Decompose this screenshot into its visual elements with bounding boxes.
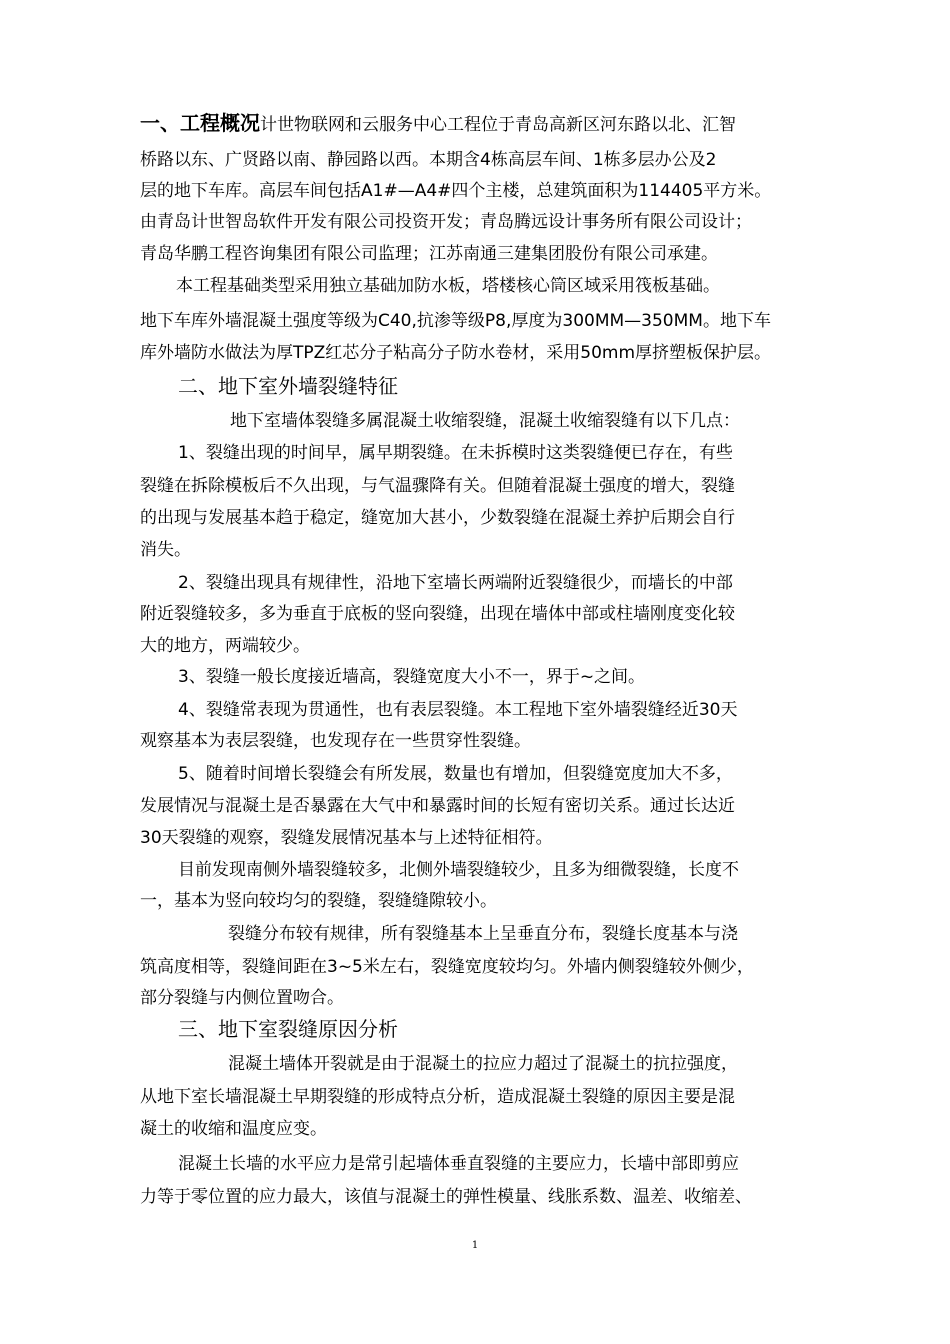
text-line-content: 计世物联网和云服务中心工程位于青岛高新区河东路以北、汇智 xyxy=(260,115,736,135)
section-heading: 二、地下室外墙裂缝特征 xyxy=(178,374,398,398)
text-line: 从地下室长墙混凝土早期裂缝的形成特点分析，造成混凝土裂缝的原因主要是混 xyxy=(140,1087,735,1107)
text-line: 混凝土墙体开裂就是由于混凝土的拉应力超过了混凝土的抗拉强度， xyxy=(228,1054,738,1074)
section-heading: 一、工程概况 xyxy=(140,111,260,135)
section-heading: 三、地下室裂缝原因分析 xyxy=(178,1017,398,1041)
text-line: 30天裂缝的观察，裂缝发展情况基本与上述特征相符。 xyxy=(140,828,553,848)
text-line: 凝土的收缩和温度应变。 xyxy=(140,1119,327,1139)
text-line: 观察基本为表层裂缝，也发现存在一些贯穿性裂缝。 xyxy=(140,731,531,751)
text-line: 裂缝在拆除模板后不久出现，与气温骤降有关。但随着混凝土强度的增大，裂缝 xyxy=(140,476,735,496)
text-line: 力等于零位置的应力最大，该值与混凝土的弹性模量、线胀系数、温差、收缩差、 xyxy=(140,1187,752,1207)
text-line: 裂缝分布较有规律，所有裂缝基本上呈垂直分布，裂缝长度基本与浇 xyxy=(228,924,738,944)
text-line: 部分裂缝与内侧位置吻合。 xyxy=(140,988,344,1008)
text-line: 5、随着时间增长裂缝会有所发展，数量也有增加，但裂缝宽度加大不多， xyxy=(178,764,733,784)
text-line: 4、裂缝常表现为贯通性，也有表层裂缝。本工程地下室外墙裂缝经近30天 xyxy=(178,700,738,720)
text-line: 混凝土长墙的水平应力是常引起墙体垂直裂缝的主要应力，长墙中部即剪应 xyxy=(178,1154,739,1174)
text-line: 地下车库外墙混凝土强度等级为C40,抗渗等级P8,厚度为300MM—350MM。地下车 xyxy=(140,311,771,331)
text-line: 大的地方，两端较少。 xyxy=(140,636,310,656)
text-line: 1、裂缝出现的时间早，属早期裂缝。在未拆模时这类裂缝便已存在，有些 xyxy=(178,443,733,463)
text-line: 桥路以东、广贤路以南、静园路以西。本期含4栋高层车间、1栋多层办公及2 xyxy=(140,150,717,170)
text-line: 消失。 xyxy=(140,540,191,560)
page-number: 1 xyxy=(471,1240,479,1251)
text-line: 地下室墙体裂缝多属混凝土收缩裂缝，混凝土收缩裂缝有以下几点： xyxy=(230,411,740,431)
text-line: 层的地下车库。高层车间包括A1#—A4#四个主楼，总建筑面积为114405平方米。 xyxy=(140,181,772,201)
text-line: 一，基本为竖向较均匀的裂缝，裂缝缝隙较小。 xyxy=(140,891,497,911)
text-line xyxy=(140,112,736,134)
text-line: 青岛华鹏工程咨询集团有限公司监理；江苏南通三建集团股份有限公司承建。 xyxy=(140,244,718,264)
text-line: 发展情况与混凝土是否暴露在大气中和暴露时间的长短有密切关系。通过长达近 xyxy=(140,796,735,816)
text-line: 2、裂缝出现具有规律性，沿地下室墙长两端附近裂缝很少，而墙长的中部 xyxy=(178,573,733,593)
text-line: 库外墙防水做法为厚TPZ红芯分子粘高分子防水卷材，采用50mm厚挤塑板保护层。 xyxy=(140,343,772,363)
text-line: 目前发现南侧外墙裂缝较多，北侧外墙裂缝较少，且多为细微裂缝，长度不 xyxy=(178,860,739,880)
text-line: 3、裂缝一般长度接近墙高，裂缝宽度大小不一，界于~之间。 xyxy=(178,667,646,687)
text-line: 的出现与发展基本趋于稳定，缝宽加大甚小，少数裂缝在混凝土养护后期会自行 xyxy=(140,508,735,528)
text-line: 筑高度相等，裂缝间距在3~5米左右，裂缝宽度较均匀。外墙内侧裂缝较外侧少， xyxy=(140,957,754,977)
text-line: 附近裂缝较多，多为垂直于底板的竖向裂缝，出现在墙体中部或柱墙刚度变化较 xyxy=(140,604,735,624)
text-line: 由青岛计世智岛软件开发有限公司投资开发；青岛腾远设计事务所有限公司设计； xyxy=(140,212,752,232)
text-line: 本工程基础类型采用独立基础加防水板，塔楼核心筒区域采用筏板基础。 xyxy=(176,276,720,296)
